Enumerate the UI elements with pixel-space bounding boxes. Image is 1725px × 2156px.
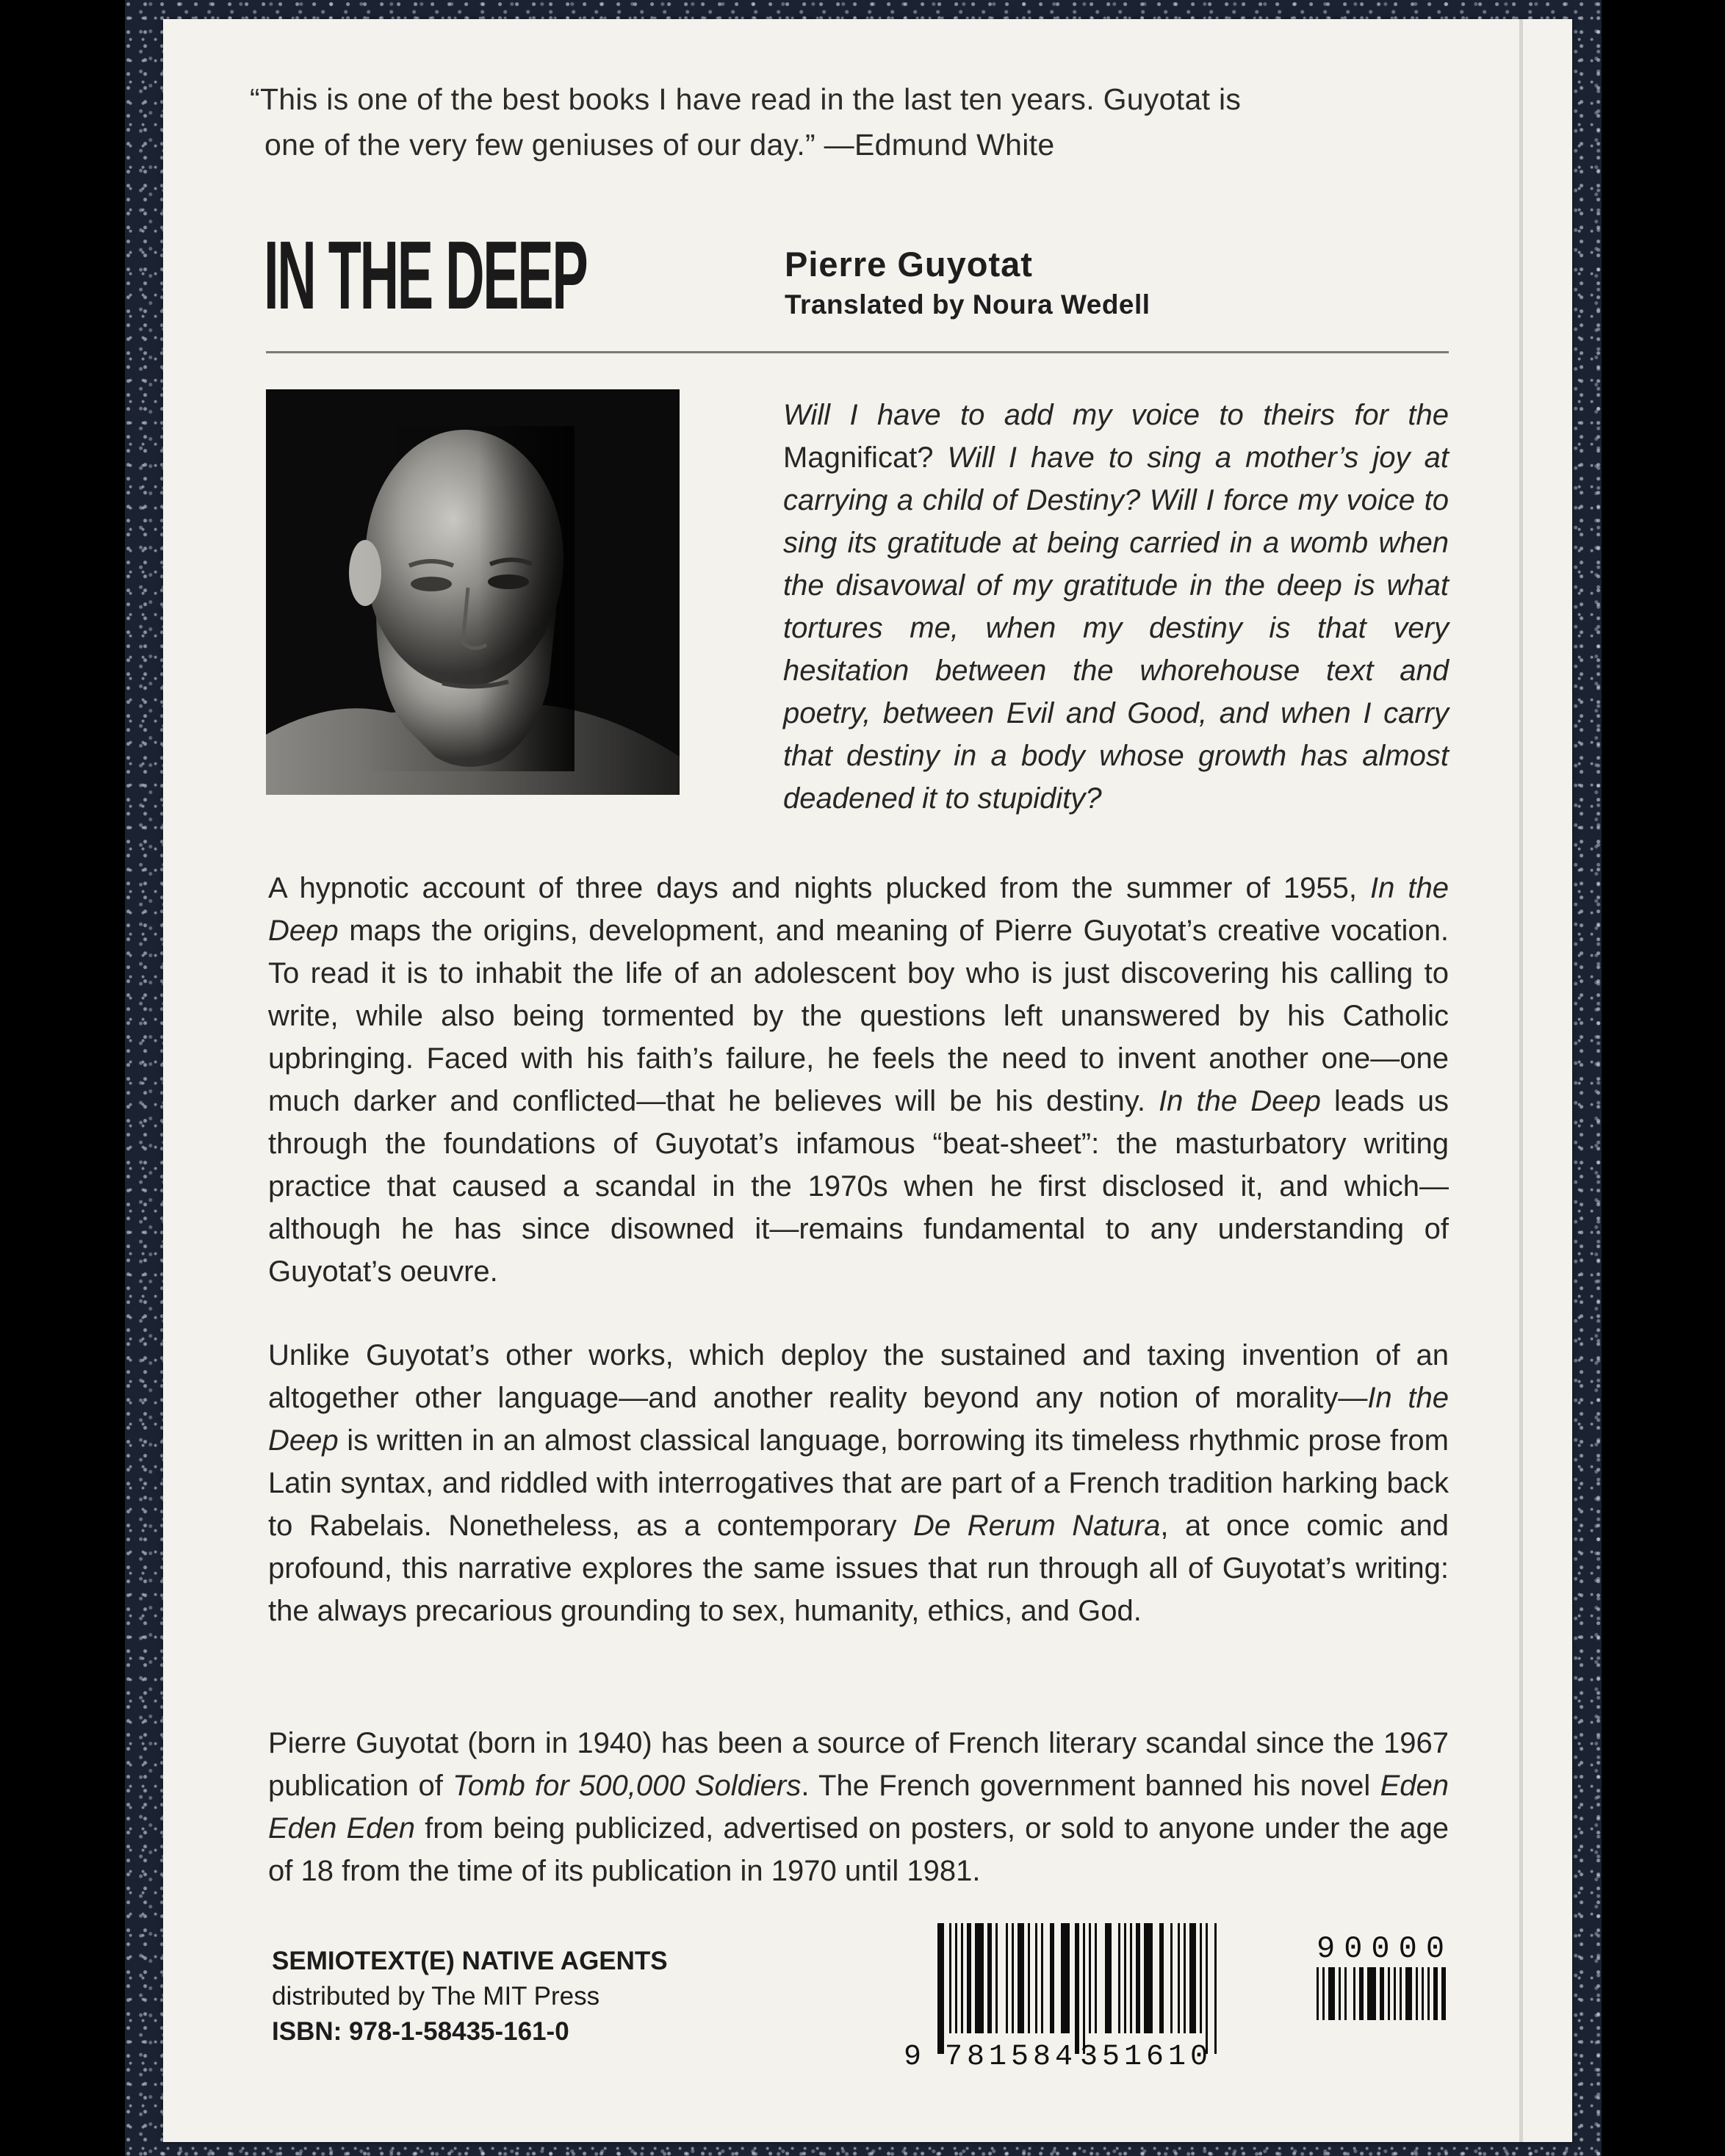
barcode-bar bbox=[1184, 1923, 1186, 2033]
barcode-bar bbox=[1130, 1923, 1132, 2033]
excerpt-part-2: Will I have to sing a mother’s joy at carrying a child of Destiny? Will I force my voice to sing its gratitude at being carried in a womb when the disavowal of my gratitude in the deep is what tortures me, when my destiny is that very hesitation between the whorehouse text and poetry, between Evil and Good, and when I carry that destiny in a body whose growth has almost deadened it to stupidity? bbox=[783, 441, 1449, 815]
desc1-text-a: A hypnotic account of three days and nights plucked from the summer of 1955, bbox=[268, 872, 1357, 904]
barcode-bar bbox=[1178, 1923, 1180, 2033]
bio-title-eden: Eden Eden Eden bbox=[268, 1770, 1449, 1845]
barcode-graphic bbox=[904, 1920, 1447, 2074]
barcode-bar bbox=[1170, 1923, 1173, 2033]
price-addon-bars bbox=[1317, 1967, 1446, 2020]
barcode-bar bbox=[1050, 1923, 1054, 2033]
barcode-bar bbox=[1006, 1923, 1008, 2033]
barcode-bar bbox=[1380, 1967, 1384, 2020]
barcode-bar bbox=[937, 1923, 944, 2054]
barcode-bar bbox=[1136, 1923, 1140, 2033]
barcode-bar bbox=[1339, 1967, 1341, 2020]
barcode-bar bbox=[1118, 1923, 1120, 2033]
barcode-bar bbox=[1105, 1923, 1112, 2033]
description-paragraph-1 bbox=[268, 867, 1449, 1293]
author-portrait bbox=[266, 389, 680, 795]
barcode-first-digit: 9 bbox=[904, 2041, 922, 2074]
barcode-bar bbox=[1317, 1967, 1319, 2020]
barcode-bar bbox=[1061, 1923, 1070, 2033]
barcode-bar bbox=[1427, 1967, 1430, 2020]
barcode-bar bbox=[1095, 1923, 1097, 2033]
desc2-de-rerum-natura: De Rerum Natura bbox=[913, 1510, 1161, 1542]
divider-rule bbox=[266, 351, 1449, 353]
publisher-name: SEMIOTEXT(E) NATIVE AGENTS bbox=[272, 1947, 668, 1975]
barcode-bar bbox=[1206, 1923, 1208, 2054]
barcode-bar bbox=[1394, 1967, 1396, 2020]
barcode-bar bbox=[1353, 1967, 1355, 2020]
barcode-bar bbox=[1200, 1923, 1202, 2033]
barcode-bar bbox=[1328, 1967, 1335, 2020]
book-back-cover bbox=[163, 19, 1572, 2142]
barcode-bar bbox=[987, 1923, 992, 2033]
desc2-title-ref: In the Deep bbox=[268, 1382, 1449, 1457]
barcode-bar bbox=[1416, 1967, 1418, 2020]
barcode-bar bbox=[975, 1923, 984, 2033]
quote-line-1: “This is one of the best books I have read in the last ten years. Guyotat is bbox=[250, 82, 1242, 116]
barcode-bar bbox=[1441, 1967, 1446, 2020]
excerpt-part-1: Will I have to add my voice to theirs for the bbox=[783, 399, 1449, 431]
desc2-text-c: is written in an almost classical language, borrowing its timeless rhythmic prose from Latin syntax, and riddled with interrogatives that are part of a French tradition harking back to Rabelais. Nonetheless, as a contemporary bbox=[268, 1424, 1449, 1542]
author-portrait-image bbox=[266, 389, 680, 795]
barcode-bar bbox=[1367, 1967, 1376, 2020]
desc2-text-a: Unlike Guyotat’s other works, which deploy the sustained and taxing invention of an altogether other language—and another reality beyond any notion of morality— bbox=[268, 1339, 1449, 1414]
barcode-bar bbox=[949, 1923, 951, 2033]
cover-edge bbox=[1519, 19, 1523, 2142]
bio-text-e: from being publicized, advertised on posters, or sold to anyone under the age of 18 from the time of its publication in 1970 until 1981. bbox=[268, 1812, 1449, 1887]
publisher-info bbox=[272, 1944, 668, 2049]
barcode-bar bbox=[1322, 1967, 1325, 2020]
book-excerpt bbox=[783, 394, 1449, 820]
barcode-bar bbox=[1124, 1923, 1126, 2033]
quote-line-2: one of the very few geniuses of our day.” —Edmund White bbox=[264, 128, 1055, 162]
translator-credit: Translated by Noura Wedell bbox=[785, 289, 1150, 320]
endorsement-quote bbox=[250, 76, 1440, 167]
barcode-bar bbox=[1083, 1923, 1085, 2054]
desc1-text-e: leads us through the foundations of Guyotat’s infamous “beat-sheet”: the masturbatory writing practice that caused a scandal in the 1970s when he first disclosed it, and which—although he has since disowned it—remains fundamental to any understanding of Guyotat’s oeuvre. bbox=[268, 1085, 1449, 1288]
barcode-bar bbox=[1144, 1923, 1153, 2033]
barcode-bar bbox=[967, 1923, 971, 2033]
barcode-bar bbox=[1018, 1923, 1024, 2033]
barcode-bar bbox=[1012, 1923, 1014, 2033]
book-title: IN THE DEEP bbox=[264, 221, 587, 329]
barcode-bar bbox=[1159, 1923, 1164, 2033]
desc2-text-e: , at once comic and profound, this narrative explores the same issues that run through all of Guyotat’s writing: the always precarious grounding to sex, humanity, ethics, and God. bbox=[268, 1510, 1449, 1627]
barcode-bar bbox=[955, 1923, 957, 2033]
ean-bars bbox=[937, 1923, 1217, 2054]
isbn-barcode bbox=[904, 1920, 1447, 2074]
desc1-title-ref: In the Deep bbox=[268, 872, 1449, 947]
barcode-bar bbox=[1075, 1923, 1079, 2054]
barcode-bar bbox=[1344, 1967, 1347, 2020]
barcode-bar bbox=[1089, 1923, 1091, 2033]
barcode-bar bbox=[1400, 1967, 1402, 2020]
author-bio bbox=[268, 1722, 1449, 1892]
barcode-group-1: 781584 bbox=[945, 2041, 1078, 2074]
barcode-bar bbox=[1422, 1967, 1424, 2020]
barcode-price-code: 90000 bbox=[1317, 1931, 1447, 1966]
barcode-group-2: 351610 bbox=[1080, 2041, 1213, 2074]
desc1-title-ref-2: In the Deep bbox=[1159, 1085, 1321, 1117]
barcode-bar bbox=[1359, 1967, 1364, 2020]
bio-text-a: Pierre Guyotat (born in 1940) has been a source of French literary scandal since the 1967 publication of bbox=[268, 1727, 1449, 1802]
barcode-bar bbox=[995, 1923, 998, 2033]
barcode-bar bbox=[1214, 1923, 1217, 2054]
barcode-bar bbox=[1433, 1967, 1438, 2020]
desc1-text-c: maps the origins, development, and meaning of Pierre Guyotat’s creative vocation. To read it is to inhabit the life of an adolescent boy who is just discovering his calling to write, while also being tormented by the questions left unanswered by his Catholic upbringing. Faced with his faith’s failure, he feels the need to invent another one—one much darker and conflicted—that he believes will be his destiny. bbox=[268, 915, 1449, 1117]
author-name: Pierre Guyotat bbox=[785, 245, 1033, 284]
barcode-bar bbox=[1041, 1923, 1043, 2033]
barcode-bar bbox=[1388, 1967, 1390, 2020]
bio-title-tomb: Tomb for 500,000 Soldiers bbox=[453, 1770, 802, 1802]
excerpt-magnificat: Magnificat? bbox=[783, 441, 934, 474]
bio-text-c: . The French government banned his novel bbox=[801, 1770, 1371, 1802]
distributor: distributed by The MIT Press bbox=[272, 1982, 600, 2011]
barcode-bar bbox=[961, 1923, 963, 2033]
barcode-bar bbox=[1028, 1923, 1030, 2033]
barcode-bar bbox=[1035, 1923, 1037, 2033]
barcode-bar bbox=[1405, 1967, 1412, 2020]
barcode-bar bbox=[1189, 1923, 1196, 2033]
isbn: ISBN: 978-1-58435-161-0 bbox=[272, 2017, 569, 2046]
description-paragraph-2 bbox=[268, 1334, 1449, 1632]
